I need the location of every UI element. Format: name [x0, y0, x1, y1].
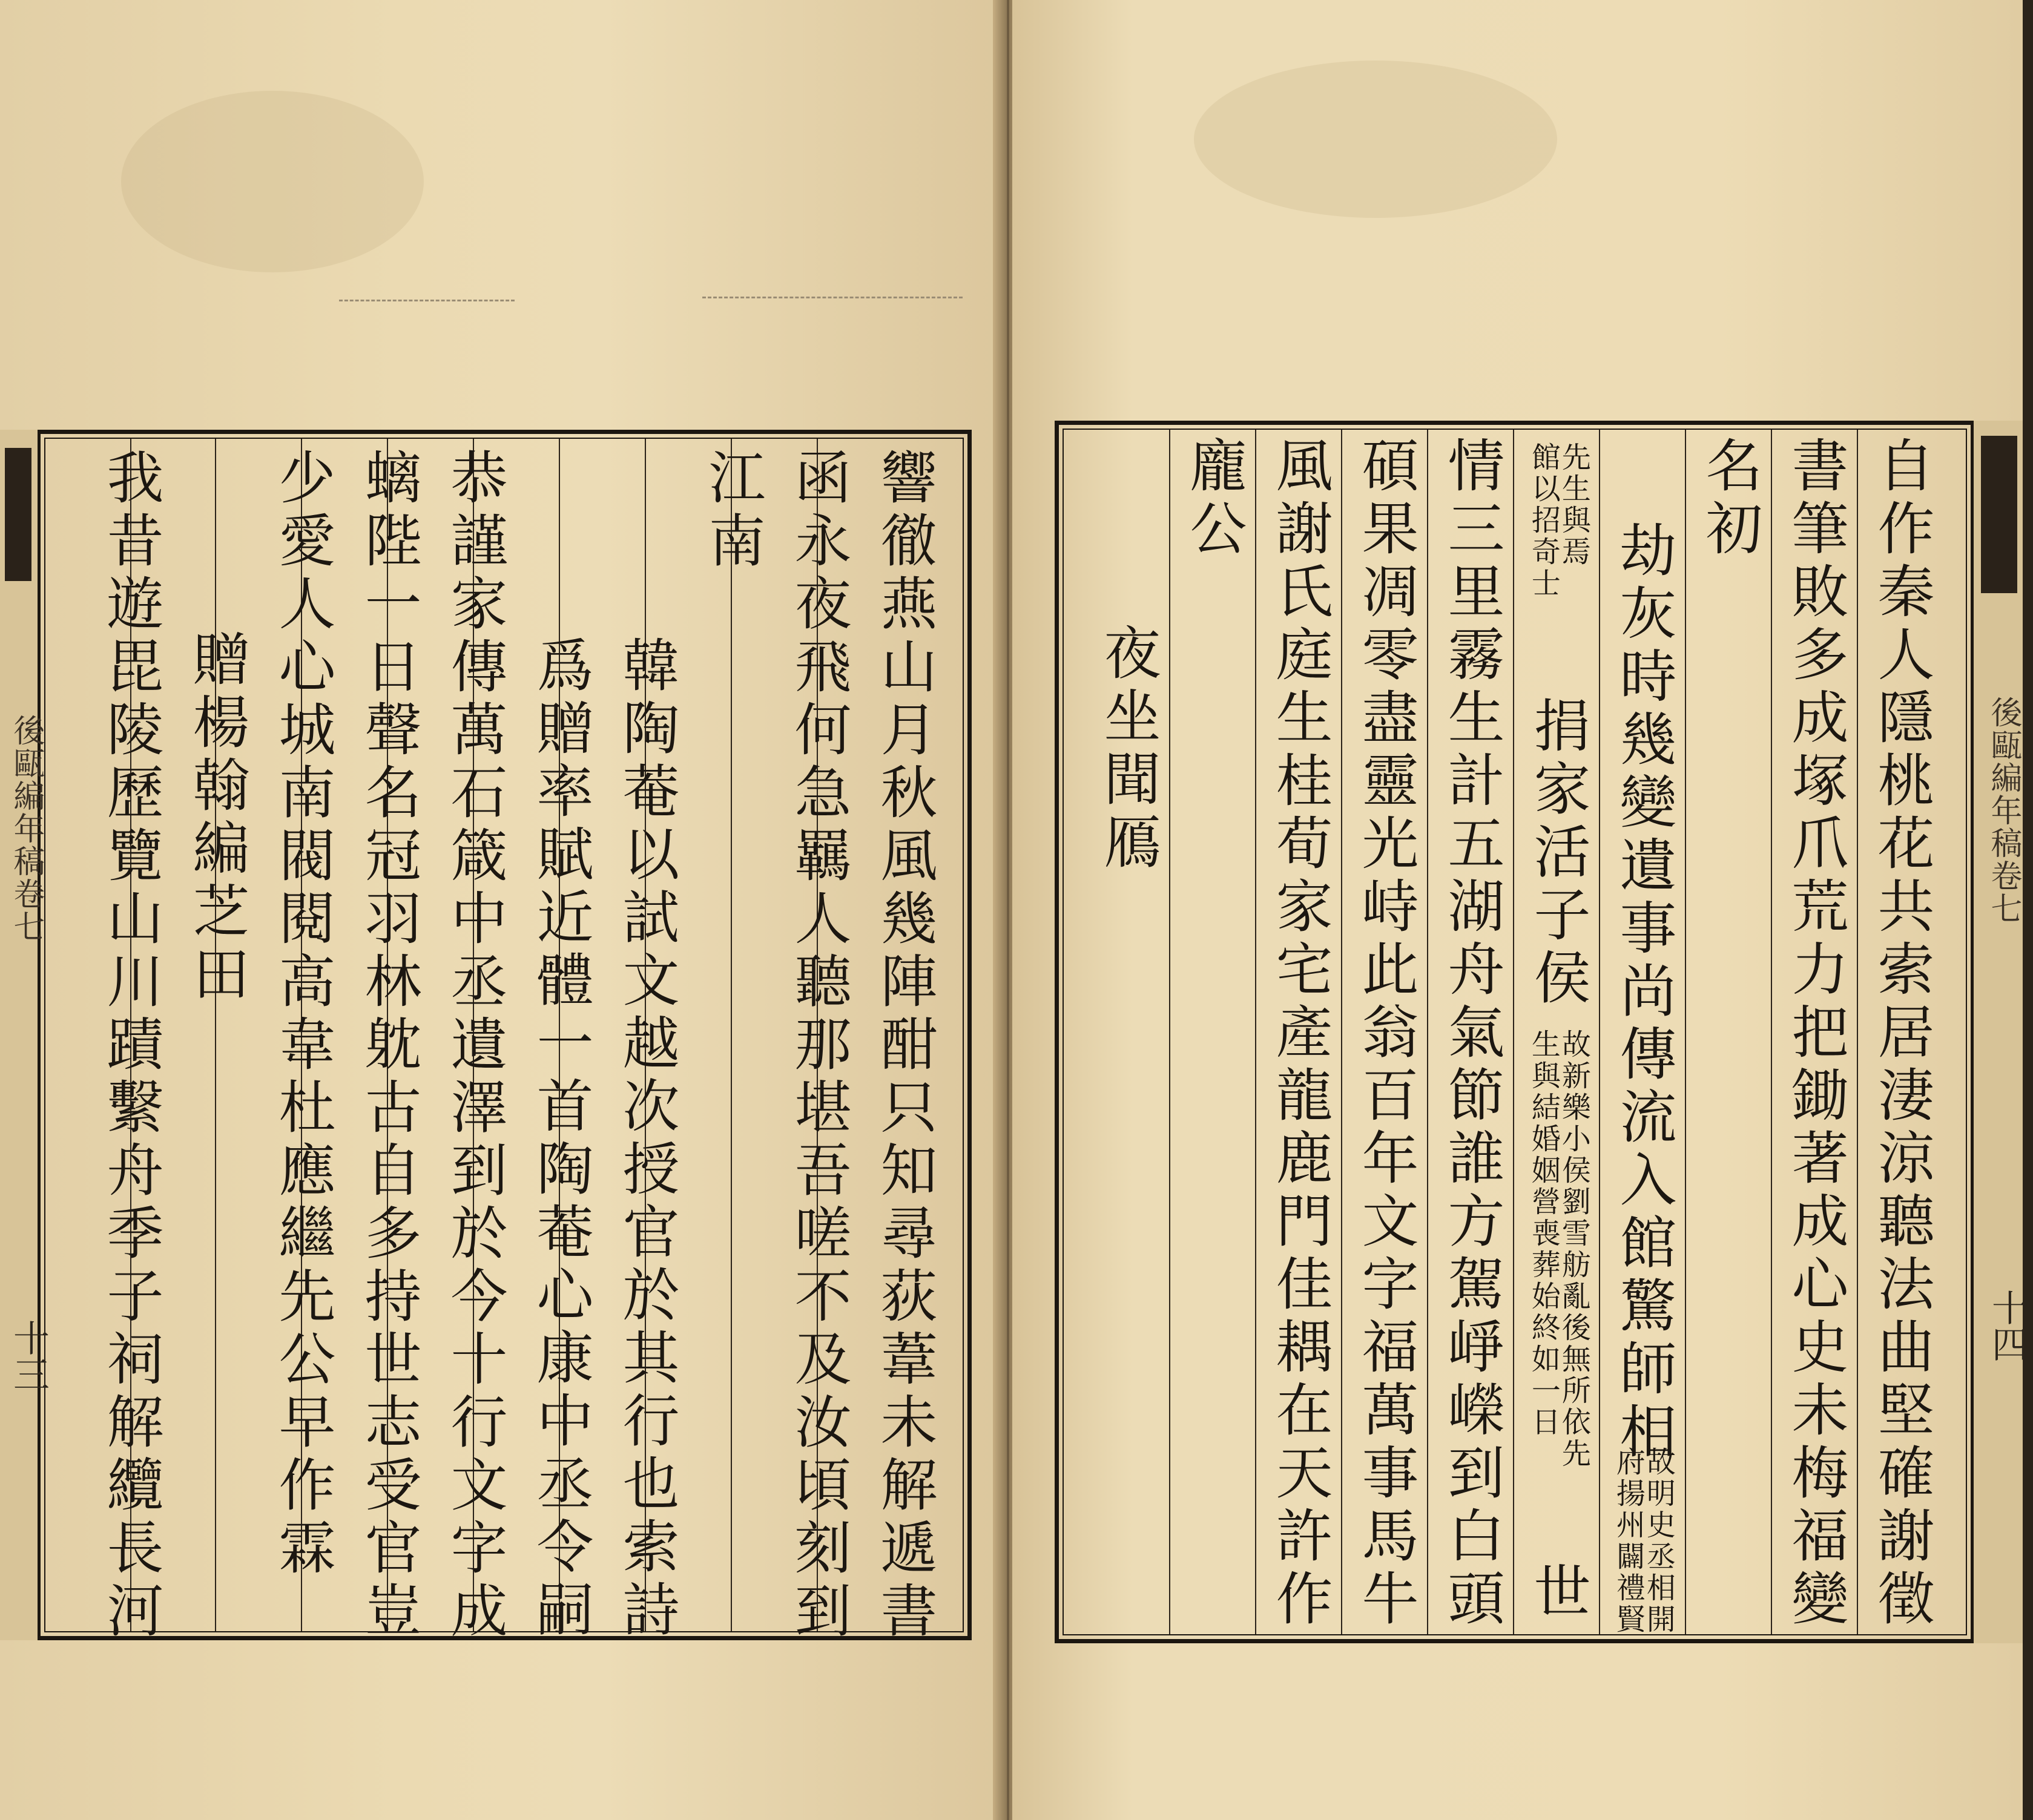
- right-margin-strip: [1974, 421, 2023, 1643]
- column-rule: [1857, 430, 1858, 1634]
- fish-tail-mark: [5, 448, 31, 581]
- right-col-10: 夜坐聞鴈: [1094, 623, 1160, 875]
- right-col-4: 劫灰時幾變遺事尚傳流入館驚師相: [1610, 521, 1676, 1465]
- right-col-8: 風謝氏庭生桂荀家宅產龍鹿門佳耦在天許作: [1266, 436, 1332, 1632]
- right-col-5-end: 世: [1524, 1562, 1590, 1625]
- paper-stain: [121, 91, 424, 272]
- left-margin-title: 後甌編年稿卷七: [8, 714, 44, 943]
- left-col-6: 恭謹家傳萬石箴中丞遺澤到於今十行文字成: [441, 448, 507, 1644]
- left-page: [0, 0, 1002, 1820]
- note-a-line1: 故明史丞相開: [1641, 1447, 1676, 1635]
- left-page-number: 十三: [7, 1319, 50, 1392]
- right-col-3: 名初: [1696, 436, 1762, 562]
- left-col-8: 少愛人心城南閥閱高韋杜應繼先公早作霖: [269, 448, 335, 1581]
- left-col-3: 江南: [699, 448, 765, 574]
- column-rule: [1255, 430, 1256, 1634]
- column-rule: [1427, 430, 1428, 1634]
- note-b-line2: 生與結婚姻營喪葬始終如一日: [1526, 1029, 1561, 1438]
- left-col-1: 響徹燕山月秋風幾陣酣只知尋荻葦未解遞書: [871, 448, 937, 1644]
- column-rule: [1599, 430, 1600, 1634]
- column-rule: [1513, 430, 1514, 1634]
- column-rule: [1771, 430, 1772, 1634]
- left-margin-strip: [0, 430, 38, 1640]
- ink-mark: [702, 297, 963, 310]
- paper-stain: [1194, 61, 1557, 218]
- column-rule: [1685, 430, 1686, 1634]
- fish-tail-mark: [1981, 436, 2017, 593]
- left-col-4: 韓陶菴以試文越次授官於其行也索詩: [613, 636, 679, 1643]
- right-col-7: 碩果凋零盡靈光峙此翁百年文字福萬事馬牛: [1352, 436, 1418, 1632]
- right-col-5-note-2: 館以招奇士: [1526, 442, 1561, 599]
- left-col-5: 爲贈率賦近體一首陶菴心康中丞令嗣: [527, 636, 593, 1643]
- left-col-10: 我昔遊毘陵歷覽山川蹟繫舟季子祠解纜長河: [97, 448, 163, 1644]
- right-page-number: 十四: [1986, 1289, 2028, 1362]
- note-b-line1: 故新樂小侯劉雪舫亂後無所依先: [1557, 1029, 1591, 1470]
- right-col-5-note-1: 先生與焉: [1557, 442, 1591, 568]
- left-col-2: 函永夜飛何急羈人聽那堪吾嗟不及汝頃刻到: [785, 448, 851, 1644]
- column-rule: [731, 439, 732, 1631]
- right-col-6: 情三里霧生計五湖舟氣節誰方駕崢嶸到白頭: [1438, 436, 1504, 1632]
- ink-mark: [339, 300, 515, 314]
- right-page: [1012, 0, 2028, 1820]
- right-col-2: 書筆敗多成塚爪荒力把鋤著成心史未梅福變: [1782, 436, 1848, 1632]
- column-rule: [215, 439, 216, 1631]
- right-col-5: 捐家活子侯: [1524, 696, 1590, 1011]
- left-col-7: 螭陛一日聲名冠羽林躭古自多持世志受官豈: [355, 448, 421, 1644]
- column-rule: [1341, 430, 1342, 1634]
- column-rule: [1169, 430, 1170, 1634]
- left-col-9: 贈楊翰編芝田: [183, 629, 249, 1007]
- right-col-1: 自作秦人隱桃花共索居淒涼聽法曲堅確謝徵: [1868, 436, 1934, 1632]
- right-col-9: 龐公: [1180, 436, 1246, 562]
- note-a-line2: 府揚州闢禮賢: [1611, 1447, 1646, 1635]
- right-margin-title: 後甌編年稿卷七: [1985, 696, 2021, 925]
